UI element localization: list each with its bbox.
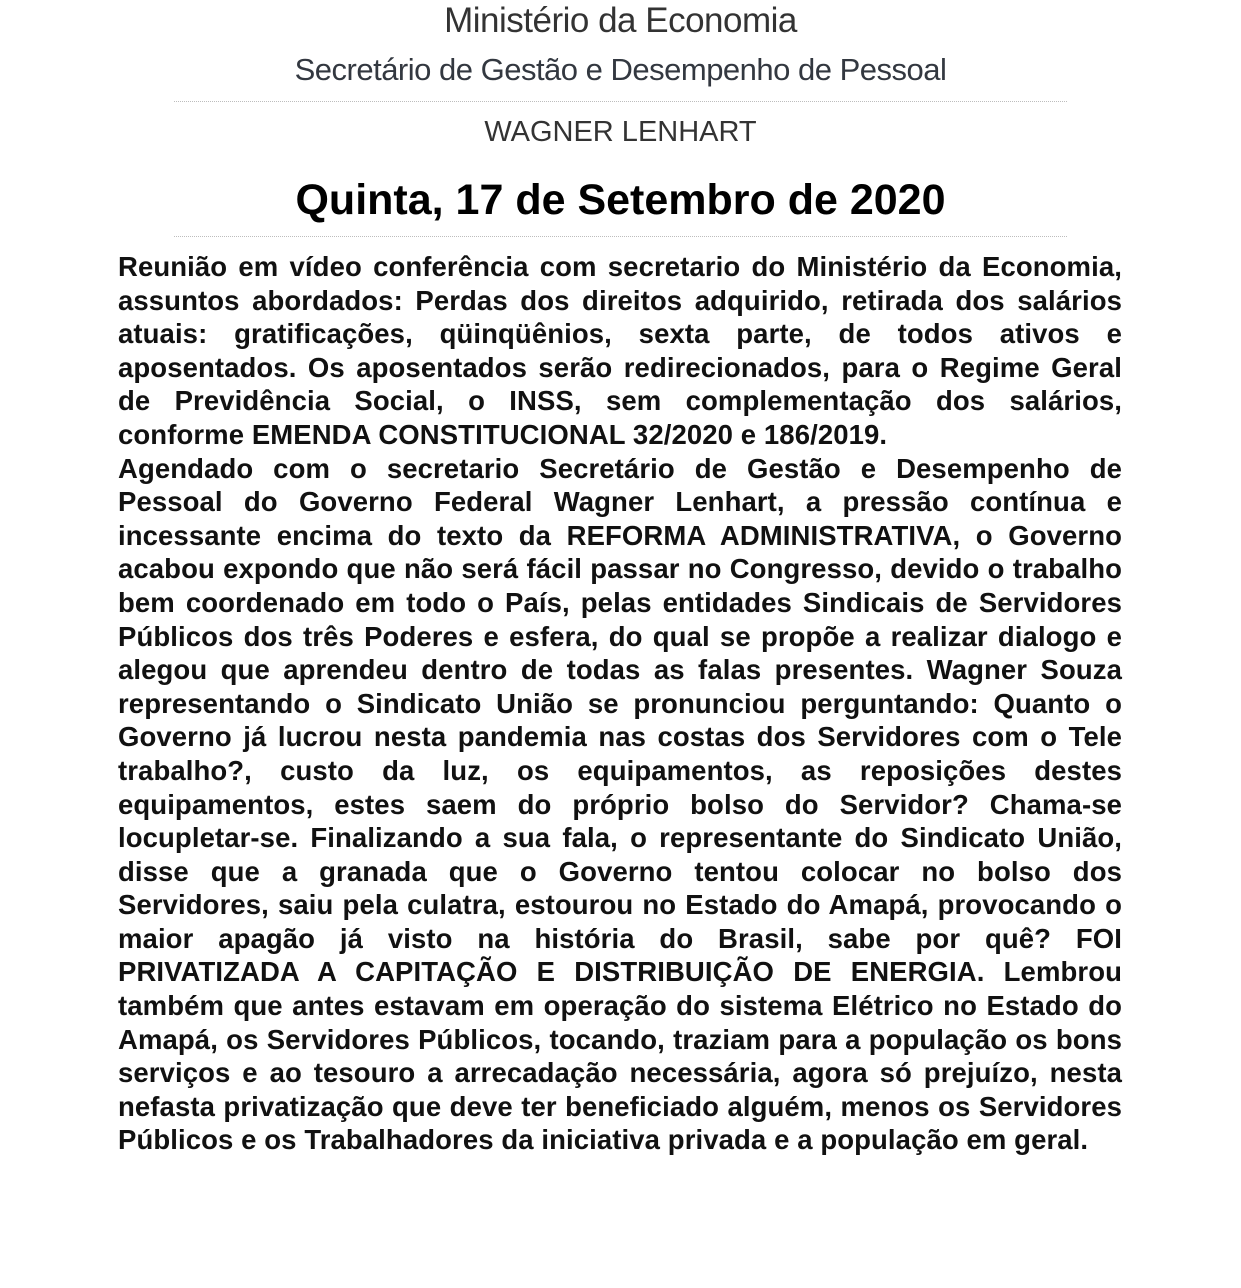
person-name: WAGNER LENHART [484, 116, 757, 148]
body-paragraph-reform: Agendado com o secretario Secretário de Gestão e Desempenho de Pessoal do Governo Federal Wagner Lenhart, a pressão contínua e incessante encima do texto da REFORMA ADMINISTRATIVA, o Governo acabou expondo que não será fácil passar no Congresso, devido o trabalho bem coordenado em todo o País, pelas entidades Sindicais de Servidores Públicos dos três Poderes e esfera, do qual se propõe a realizar dialogo e alegou que aprendeu dentro de todas as falas presentes. Wagner Souza representando o Sindicato União se pronunciou perguntando: Quanto o Governo já lucrou nesta pandemia nas costas dos Servidores com o Tele trabalho?, custo da luz, os equipamentos, as reposições destes equipamentos, estes saem do próprio bolso do Servidor? Chama-se locupletar-se. Finalizando a sua fala, o representante do Sindicato União, disse que a granada que o Governo tentou colocar no bolso dos Servidores, saiu pela culatra, estourou no Estado do Amapá, provocando o maior apagão já visto na história do Brasil, sabe por quê? FOI PRIVATIZADA A CAPITAÇÃO E DISTRIBUIÇÃO DE ENERGIA. Lembrou também que antes estavam em operação do sistema Elétrico no Estado do Amapá, os Servidores Públicos, tocando, traziam para a população os bons serviços e ao tesouro a arrecadação necessária, agora só prejuízo, nesta nefasta privatização que deve ter beneficiado alguém, menos os Servidores Públicos e os Trabalhadores da iniciativa privada e a população em geral. [118, 452, 1122, 1156]
document-body [118, 250, 1122, 1157]
secretary-subtitle: Secretário de Gestão e Desempenho de Pessoal [294, 52, 947, 87]
header-divider [174, 101, 1067, 102]
body-paragraph-meeting: Reunião em vídeo conferência com secretario do Ministério da Economia, assuntos abordados: Perdas dos direitos adquirido, retirada dos salários atuais: gratificações, qüinqüênios, sexta parte, de todos ativos e aposentados. Os aposentados serão redirecionados, para o Regime Geral de Previdência Social, o INSS, sem complementação dos salários, conforme EMENDA CONSTITUCIONAL 32/2020 e 186/2019. [118, 251, 1122, 450]
date-heading: Quinta, 17 de Setembro de 2020 [295, 176, 946, 224]
date-divider [174, 236, 1067, 237]
ministry-title: Ministério da Economia [444, 1, 797, 40]
